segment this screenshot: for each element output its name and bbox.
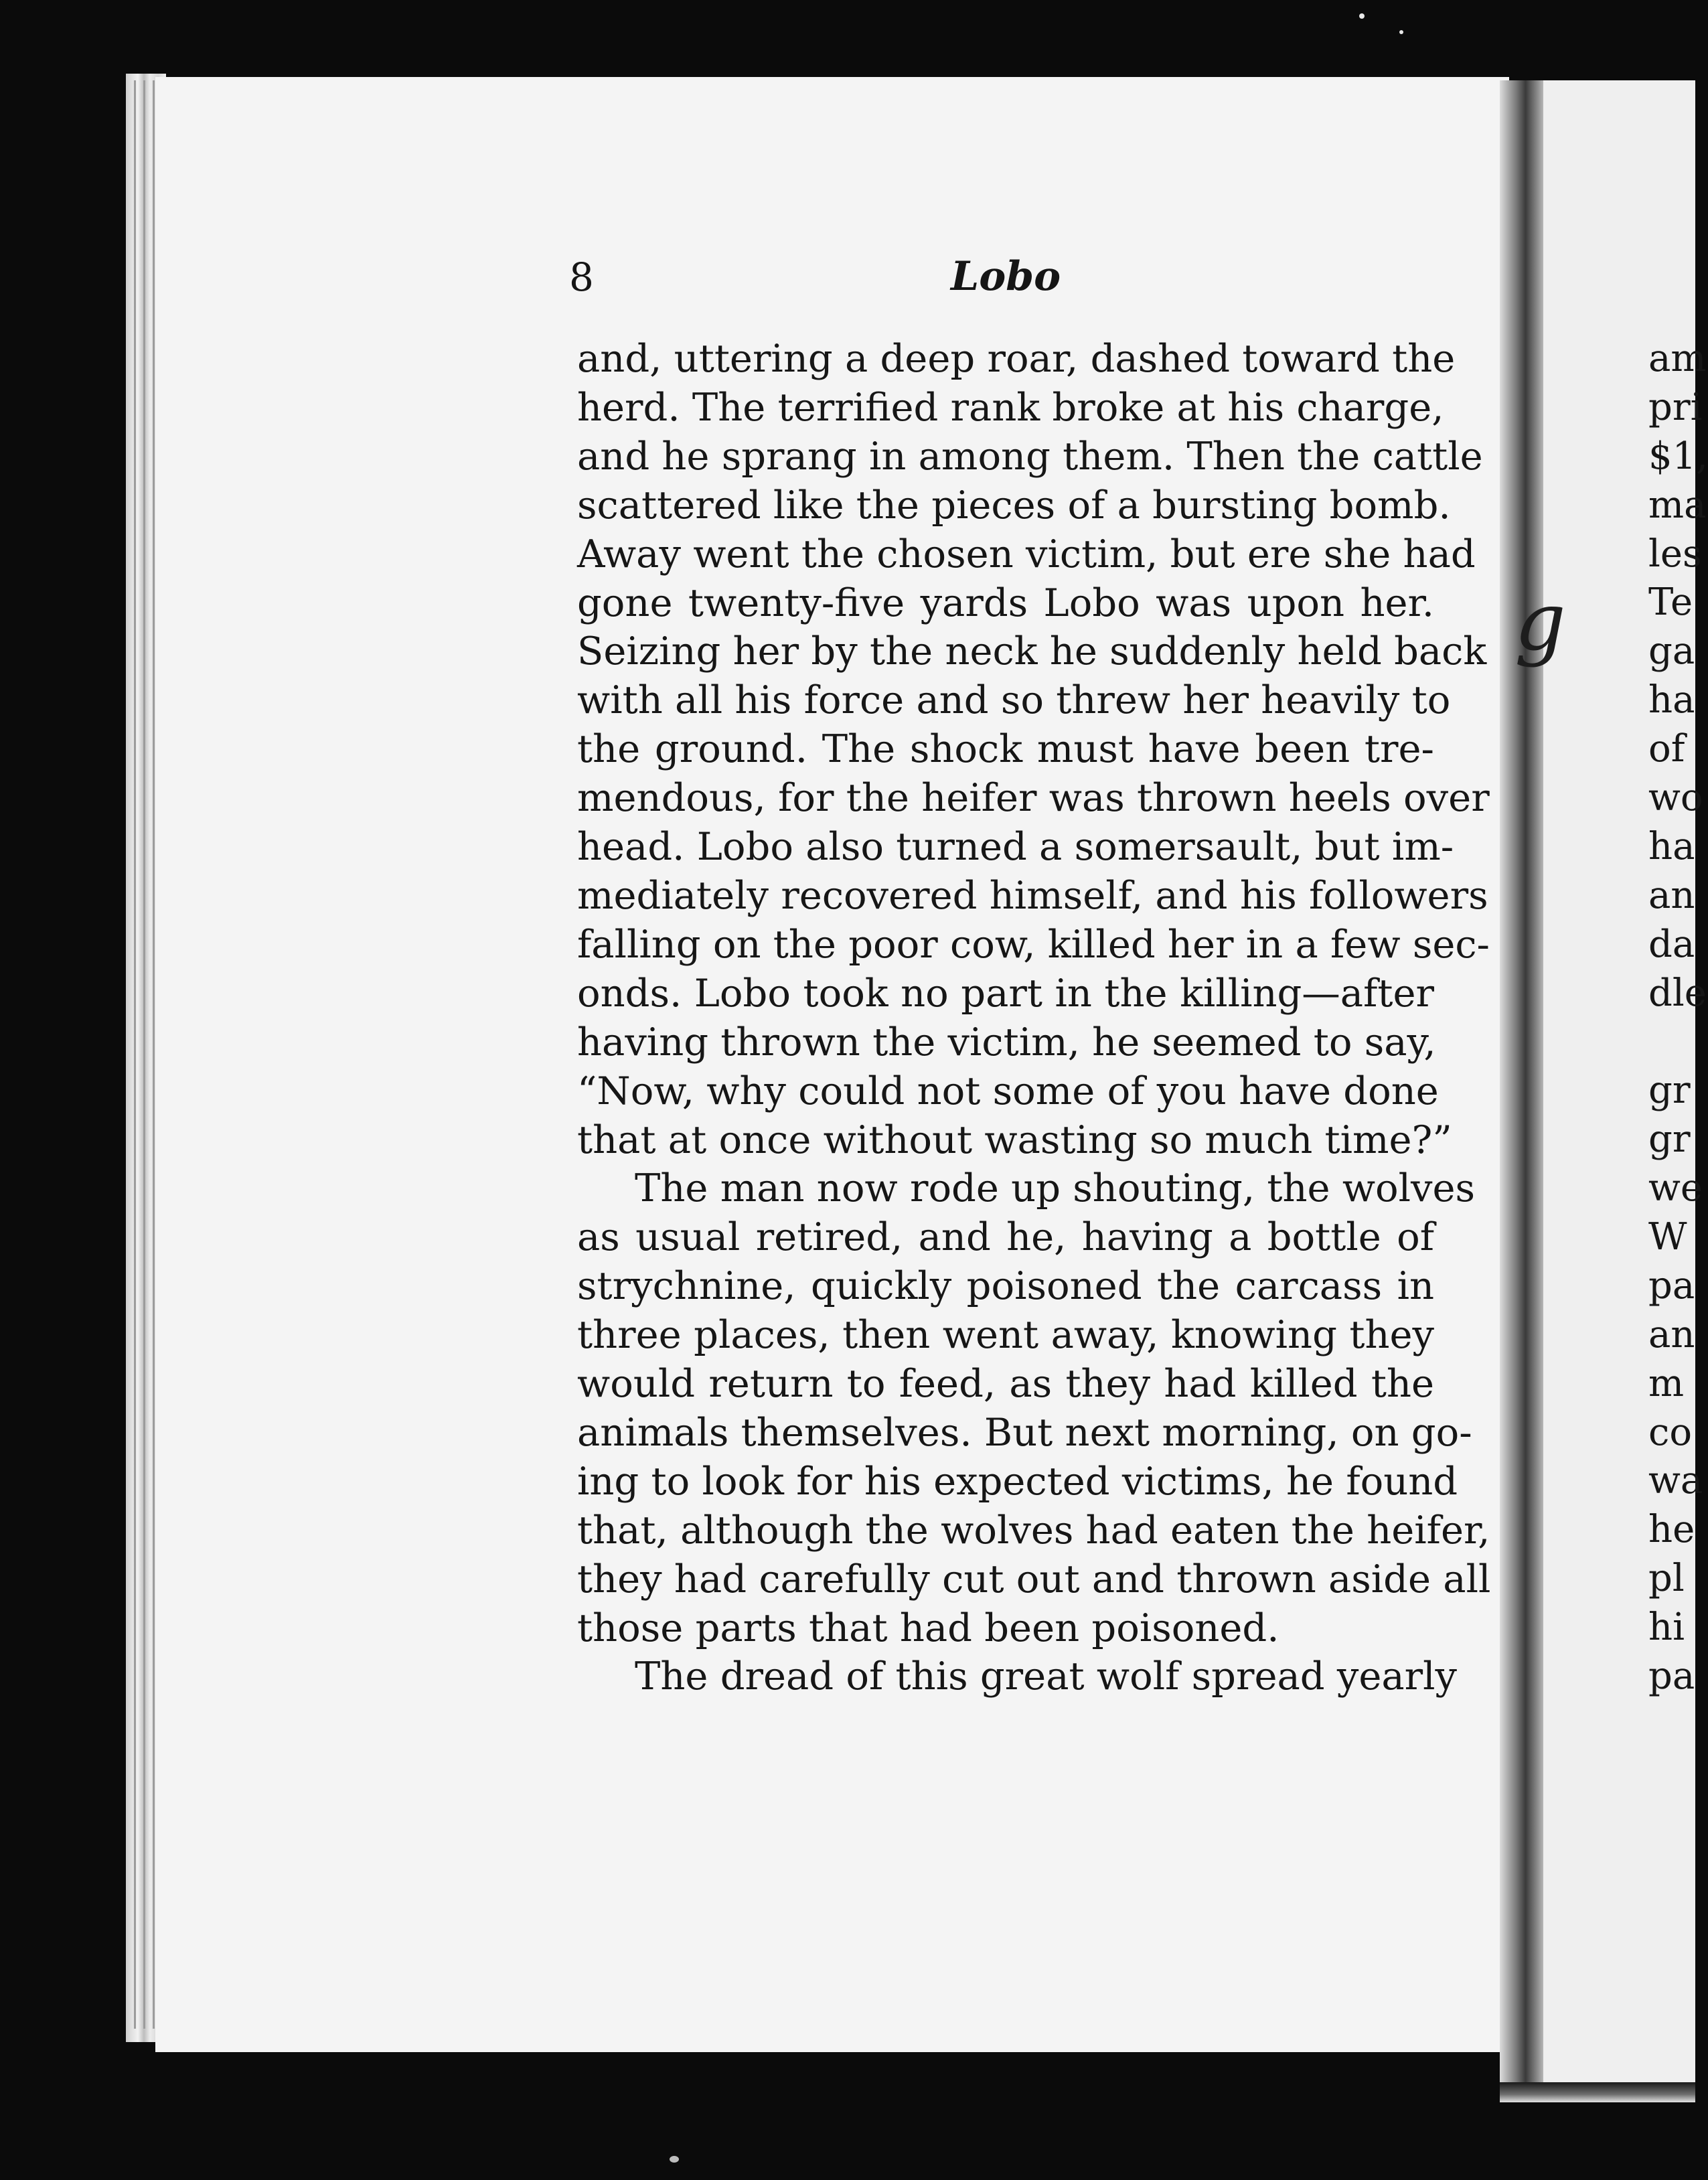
text-line: mendous, for the heifer was thrown heels over — [577, 775, 1490, 821]
facing-line-fragment: ma — [1648, 483, 1707, 527]
facing-page-bottom-edge — [1500, 2082, 1695, 2102]
text-line: herd. The terrified rank broke at his charge, — [577, 384, 1444, 430]
page-edge-line — [153, 80, 155, 2029]
facing-line-fragment: $1, — [1648, 434, 1708, 478]
facing-line-fragment: pri — [1648, 385, 1703, 429]
text-line: Seizing her by the neck he suddenly held back — [577, 629, 1487, 674]
paragraph — [577, 1164, 1491, 1652]
facing-line-fragment: he — [1648, 1508, 1695, 1552]
text-line: ing to look for his expected victims, he found — [577, 1458, 1458, 1504]
text-line: mediately recovered himself, and his followers — [577, 872, 1488, 918]
text-line: scattered like the pieces of a bursting bomb. — [577, 482, 1451, 528]
paragraph — [577, 1652, 1457, 1701]
page-edge-line — [134, 80, 136, 2029]
facing-line-fragment: ga — [1648, 629, 1695, 674]
text-line: three places, then went away, knowing they — [577, 1312, 1434, 1358]
facing-line-fragment: of — [1648, 727, 1685, 771]
facing-line-fragment: Te — [1648, 580, 1693, 625]
facing-line-fragment: pa — [1648, 1654, 1695, 1699]
facing-line-fragment: am — [1648, 337, 1707, 380]
handwritten-margin-mark: g — [1515, 576, 1566, 669]
facing-line-fragment: gr — [1648, 1117, 1691, 1162]
facing-line-fragment: ha — [1648, 678, 1695, 722]
text-line: would return to feed, as they had killed the — [577, 1361, 1434, 1407]
facing-line-fragment: pa — [1648, 1263, 1695, 1308]
text-line: that, although the wolves had eaten the heifer, — [577, 1507, 1490, 1553]
text-line: strychnine, quickly poisoned the carcass in — [577, 1263, 1434, 1309]
text-line: The dread of this great wolf spread yearly — [635, 1654, 1457, 1699]
text-line: the ground. The shock must have been tre- — [577, 726, 1434, 772]
facing-line-fragment: wa — [1648, 1459, 1703, 1503]
text-line: The man now rode up shouting, the wolves — [635, 1166, 1476, 1211]
facing-line-fragment: an — [1648, 1312, 1695, 1356]
text-line: head. Lobo also turned a somersault, but im- — [577, 824, 1454, 870]
facing-line-fragment: W — [1648, 1215, 1687, 1259]
facing-line-fragment: wo — [1648, 776, 1703, 820]
text-line: with all his force and so threw her heavily to — [577, 678, 1451, 723]
text-line: onds. Lobo took no part in the killing—after — [577, 970, 1434, 1016]
text-line: and he sprang in among them. Then the cattle — [577, 433, 1483, 479]
text-line: and, uttering a deep roar, dashed toward the — [577, 336, 1456, 381]
facing-paragraph-gap — [1648, 1018, 1695, 1067]
facing-line-fragment: m — [1648, 1361, 1685, 1405]
facing-page-text — [1648, 335, 1708, 1701]
facing-line-fragment: da — [1648, 922, 1695, 966]
text-line: “Now, why could not some of you have done — [577, 1068, 1439, 1113]
page-edge-line — [143, 80, 145, 2029]
book-gutter-shadow — [1500, 80, 1547, 2089]
text-line: they had carefully cut out and thrown aside all — [577, 1556, 1491, 1602]
facing-line-fragment: dle — [1648, 971, 1707, 1015]
text-line: gone twenty-five yards Lobo was upon her. — [577, 580, 1434, 625]
facing-line-fragment: an — [1648, 873, 1695, 917]
text-line: those parts that had been poisoned. — [577, 1605, 1279, 1650]
scan-speck — [1359, 13, 1365, 19]
facing-line-fragment: we — [1648, 1166, 1703, 1211]
running-title: Lobo — [951, 253, 1061, 300]
text-line: that at once without wasting so much time?” — [577, 1117, 1452, 1162]
paragraph — [577, 335, 1490, 1164]
text-line: animals themselves. But next morning, on go- — [577, 1409, 1472, 1455]
facing-line-fragment: les — [1648, 532, 1702, 576]
text-line: Away went the chosen victim, but ere she had — [577, 531, 1476, 576]
running-head — [569, 254, 1440, 308]
facing-line-fragment: co — [1648, 1410, 1693, 1454]
text-line: falling on the poor cow, killed her in a few sec- — [577, 921, 1490, 967]
body-text — [577, 335, 1491, 1701]
facing-line-fragment: ha — [1648, 824, 1695, 868]
scan-speck — [670, 2156, 679, 2163]
page-number: 8 — [569, 254, 594, 300]
facing-line-fragment: hi — [1648, 1606, 1685, 1650]
facing-line-fragment: pl — [1648, 1557, 1685, 1601]
facing-line-fragment: gr — [1648, 1069, 1691, 1113]
scan-speck — [1399, 30, 1403, 34]
text-line: having thrown the victim, he seemed to say, — [577, 1019, 1436, 1065]
text-line: as usual retired, and he, having a bottle of — [577, 1215, 1434, 1260]
